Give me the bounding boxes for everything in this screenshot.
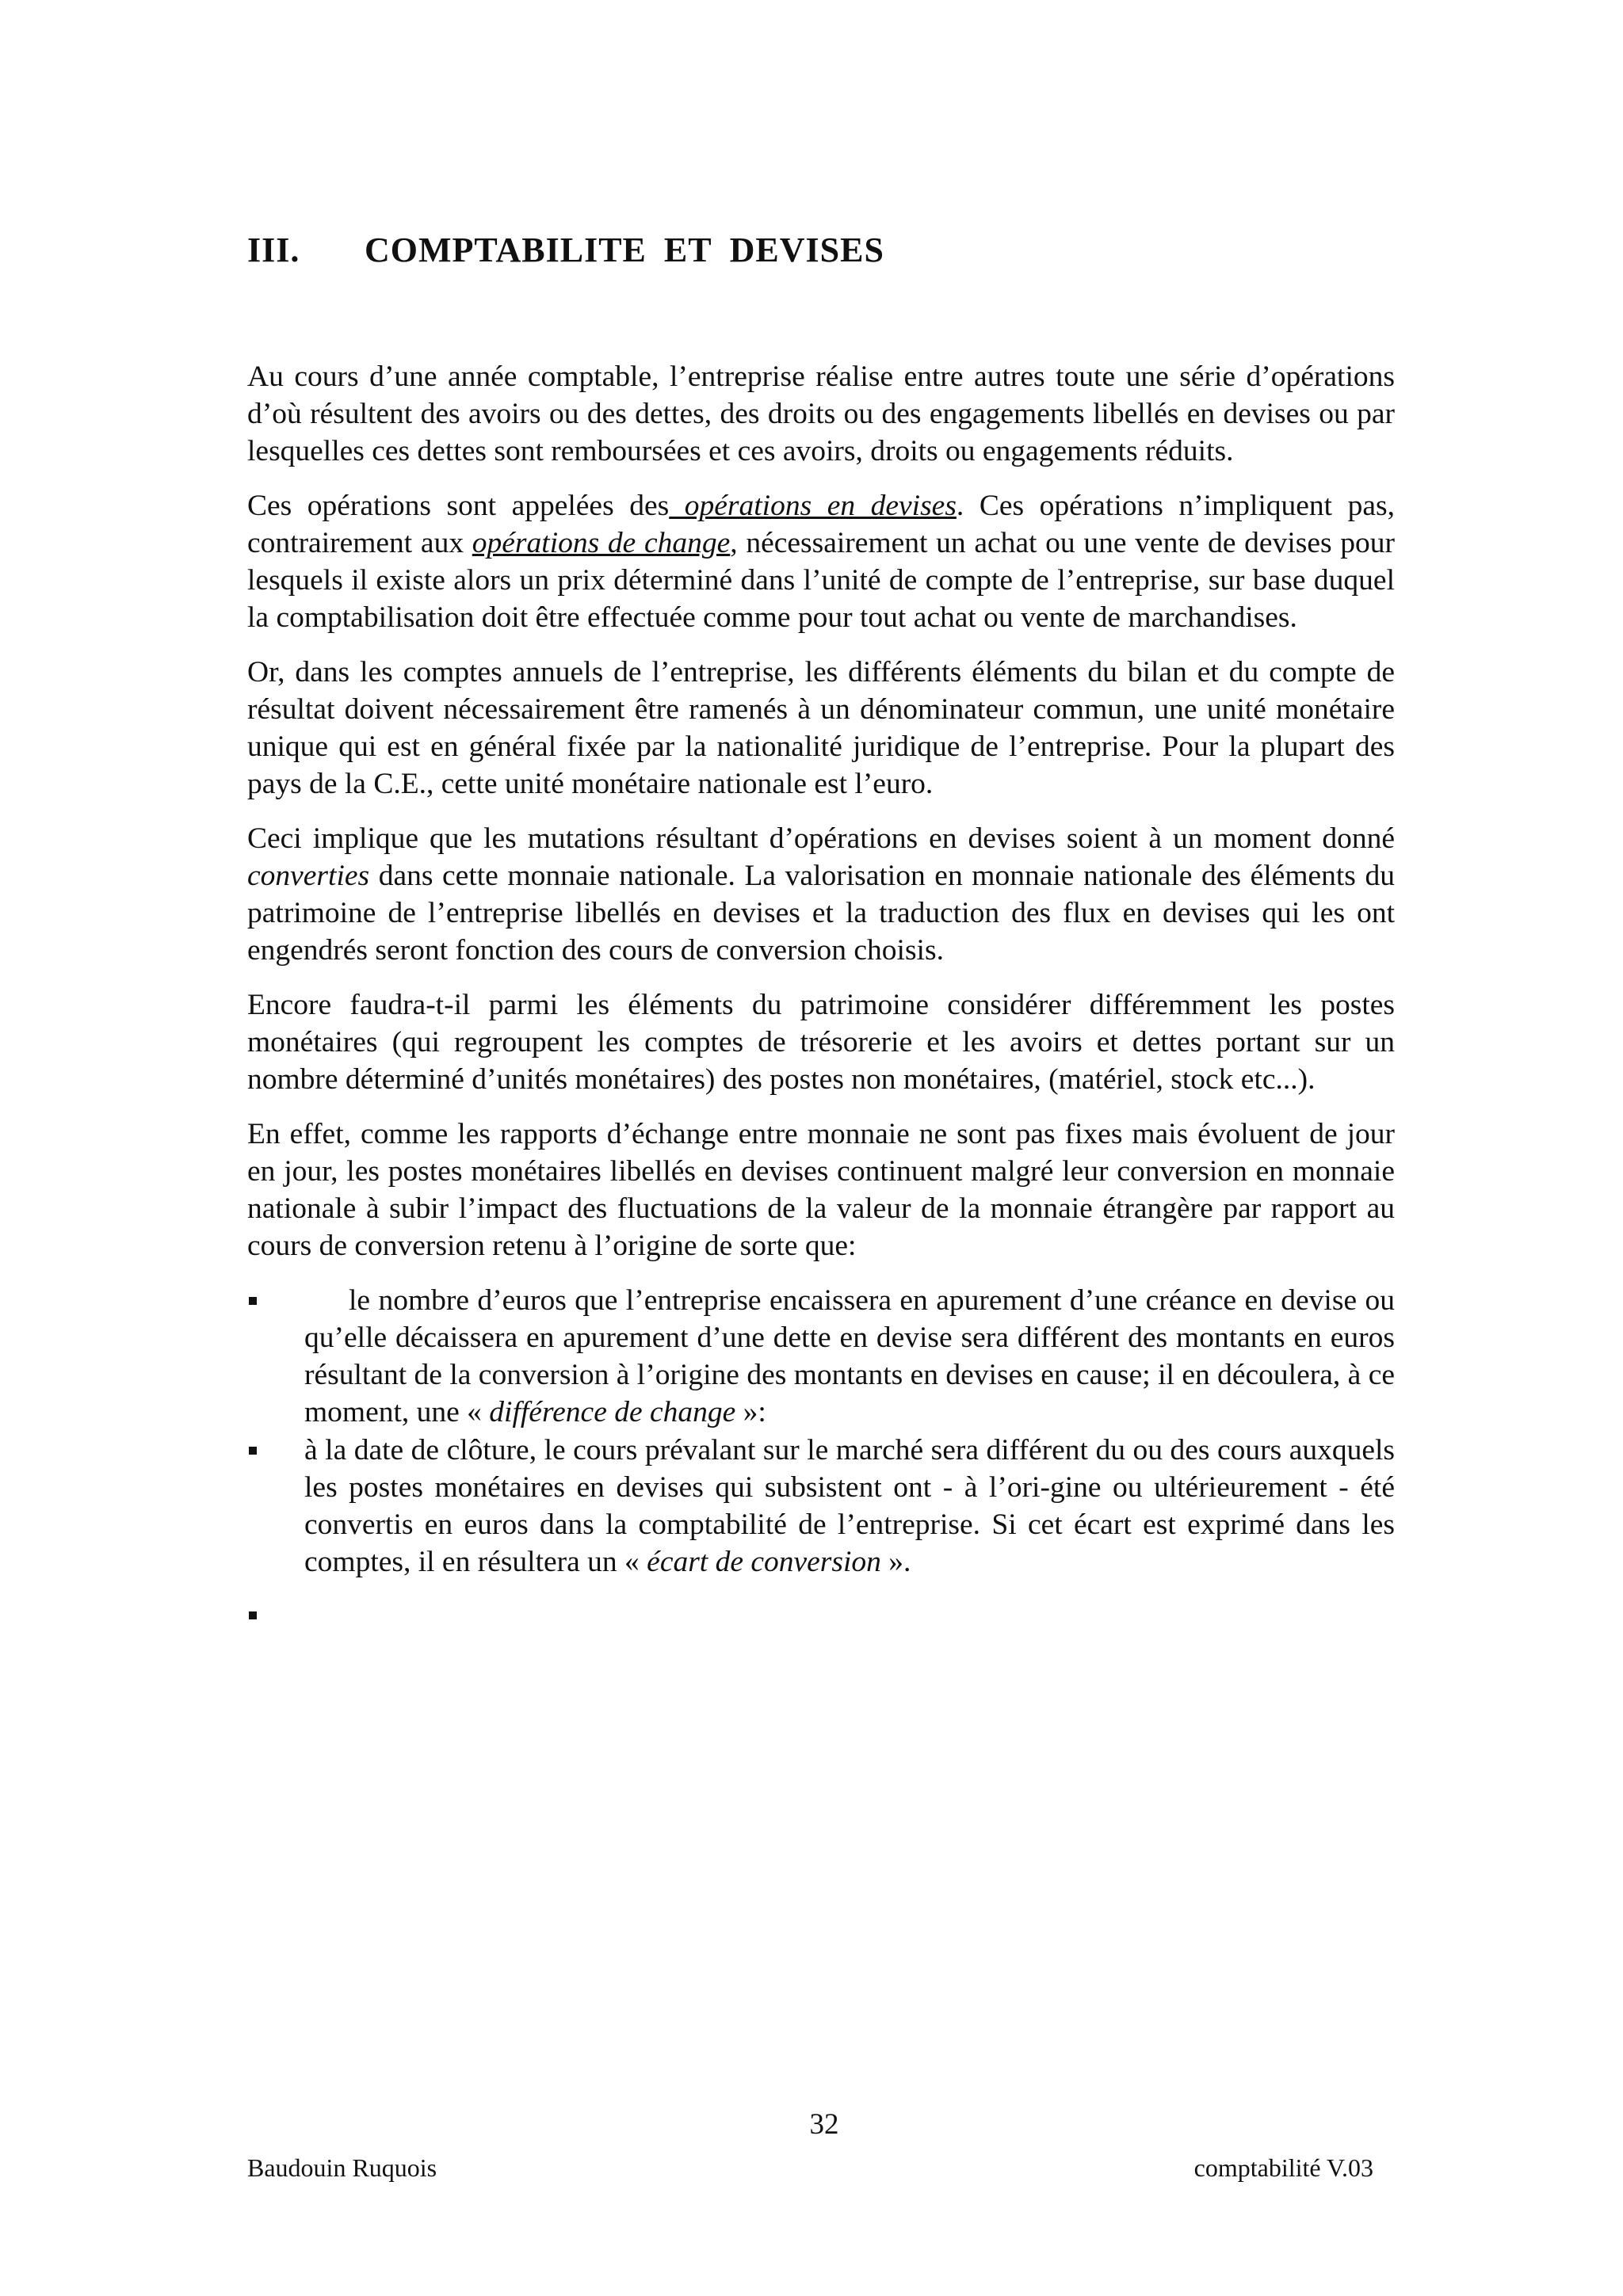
paragraph-text: dans cette monnaie nationale. La valorisation en monnaie nationale des éléments du patrimoine de l’entreprise libellés en devises et la traduction des flux en devises qui les ont engendrés seront fonction des cours de conversion choisis. [247, 860, 1395, 967]
footer-author: Baudouin Ruquois [247, 2153, 437, 2182]
footer-document-version: comptabilité V.03 [1193, 2153, 1373, 2182]
paragraph-text: . Ces opérations n’impliquent pas, contrairement aux [247, 490, 1395, 559]
section-heading [247, 230, 884, 270]
heading-word: DEVISES [729, 231, 884, 269]
heading-word: ET [663, 231, 712, 269]
list-item-text: à la date de clôture, le cours prévalant sur le marché sera différent du ou des cours auxquels les postes monétaires en devises qui subsistent ont - à l’ori-gine ou ultérieurement - été convertis en euros dans la comptabilité de l’entreprise. Si cet écart est exprimé dans les comptes, il en résultera un « [304, 1434, 1395, 1578]
square-bullet-icon [249, 1611, 257, 1619]
list-item-text: »: [735, 1396, 766, 1428]
list-item [247, 1432, 1395, 1581]
paragraph-text: Ceci implique que les mutations résultant d’opérations en devises soient à un moment donné [247, 822, 1395, 855]
list-item-text: le nombre d’euros que l’entreprise encaissera en apurement d’une créance en devise ou qu’elle décaissera en apurement d’une dette en devise sera différent des montants en euros résultant de la conversion à l’origine des montants en devises en cause; il en découlera, à ce moment, une « [304, 1284, 1395, 1428]
square-bullet-icon [249, 1297, 257, 1305]
paragraph-text: , nécessairement un achat ou une vente de devises pour lesquels il existe alors un prix déterminé dans l’unité de compte de l’entreprise, sur base duquel la comptabilisation doit être effectuée comme pour tout achat ou vente de marchandises. [247, 527, 1396, 634]
paragraph [247, 487, 1395, 636]
heading-word: COMPTABILITE [365, 231, 647, 269]
body-text [247, 358, 1395, 1634]
paragraph: Encore faudra-t-il parmi les éléments du patrimoine considérer différemment les postes monétaires (qui regroupent les comptes de trésorerie et les avoirs et dettes portant sur un nombre déterminé d’unités monétaires) des postes non monétaires, (matériel, stock etc...). [247, 989, 1395, 1096]
square-bullet-icon [249, 1447, 257, 1455]
list-item [247, 1282, 1395, 1431]
term-converties: converties [247, 860, 370, 892]
paragraph: En effet, comme les rapports d’échange entre monnaie ne sont pas fixes mais évoluent de jour en jour, les postes monétaires libellés en devises continuent malgré leur conversion en monnaie nationale à subir l’impact des fluctuations de la valeur de la monnaie étrangère par rapport au cours de conversion retenu à l’origine de sorte que: [247, 1118, 1395, 1262]
paragraph: Au cours d’une année comptable, l’entreprise réalise entre autres toute une série d’opérations d’où résultent des avoirs ou des dettes, des droits ou des engagements libellés en devises ou par lesquelles ces dettes sont remboursées et ces avoirs, droits ou engagements réduits. [247, 360, 1395, 467]
section-number: III. [247, 231, 300, 269]
paragraph: Or, dans les comptes annuels de l’entreprise, les différents éléments du bilan et du compte de résultat doivent nécessairement être ramenés à un dénominateur commun, une unité monétaire unique qui est en général fixée par la nationalité juridique de l’entreprise. Pour la plupart des pays de la C.E., cette unité monétaire nationale est l’euro. [247, 656, 1395, 800]
page-number: 32 [809, 2108, 839, 2141]
term-ecart-de-conversion: écart de conversion [647, 1546, 881, 1578]
paragraph-text: Ces opérations sont appelées des [247, 490, 670, 522]
term-difference-de-change: différence de change [489, 1396, 736, 1428]
term-operations-en-devises: opérations en devises [669, 490, 957, 522]
bullet-list [247, 1282, 1395, 1634]
term-operations-de-change: opérations de change [472, 527, 731, 559]
list-item-text: ». [880, 1546, 911, 1578]
list-item-empty [247, 1596, 1395, 1634]
paragraph [247, 820, 1395, 969]
